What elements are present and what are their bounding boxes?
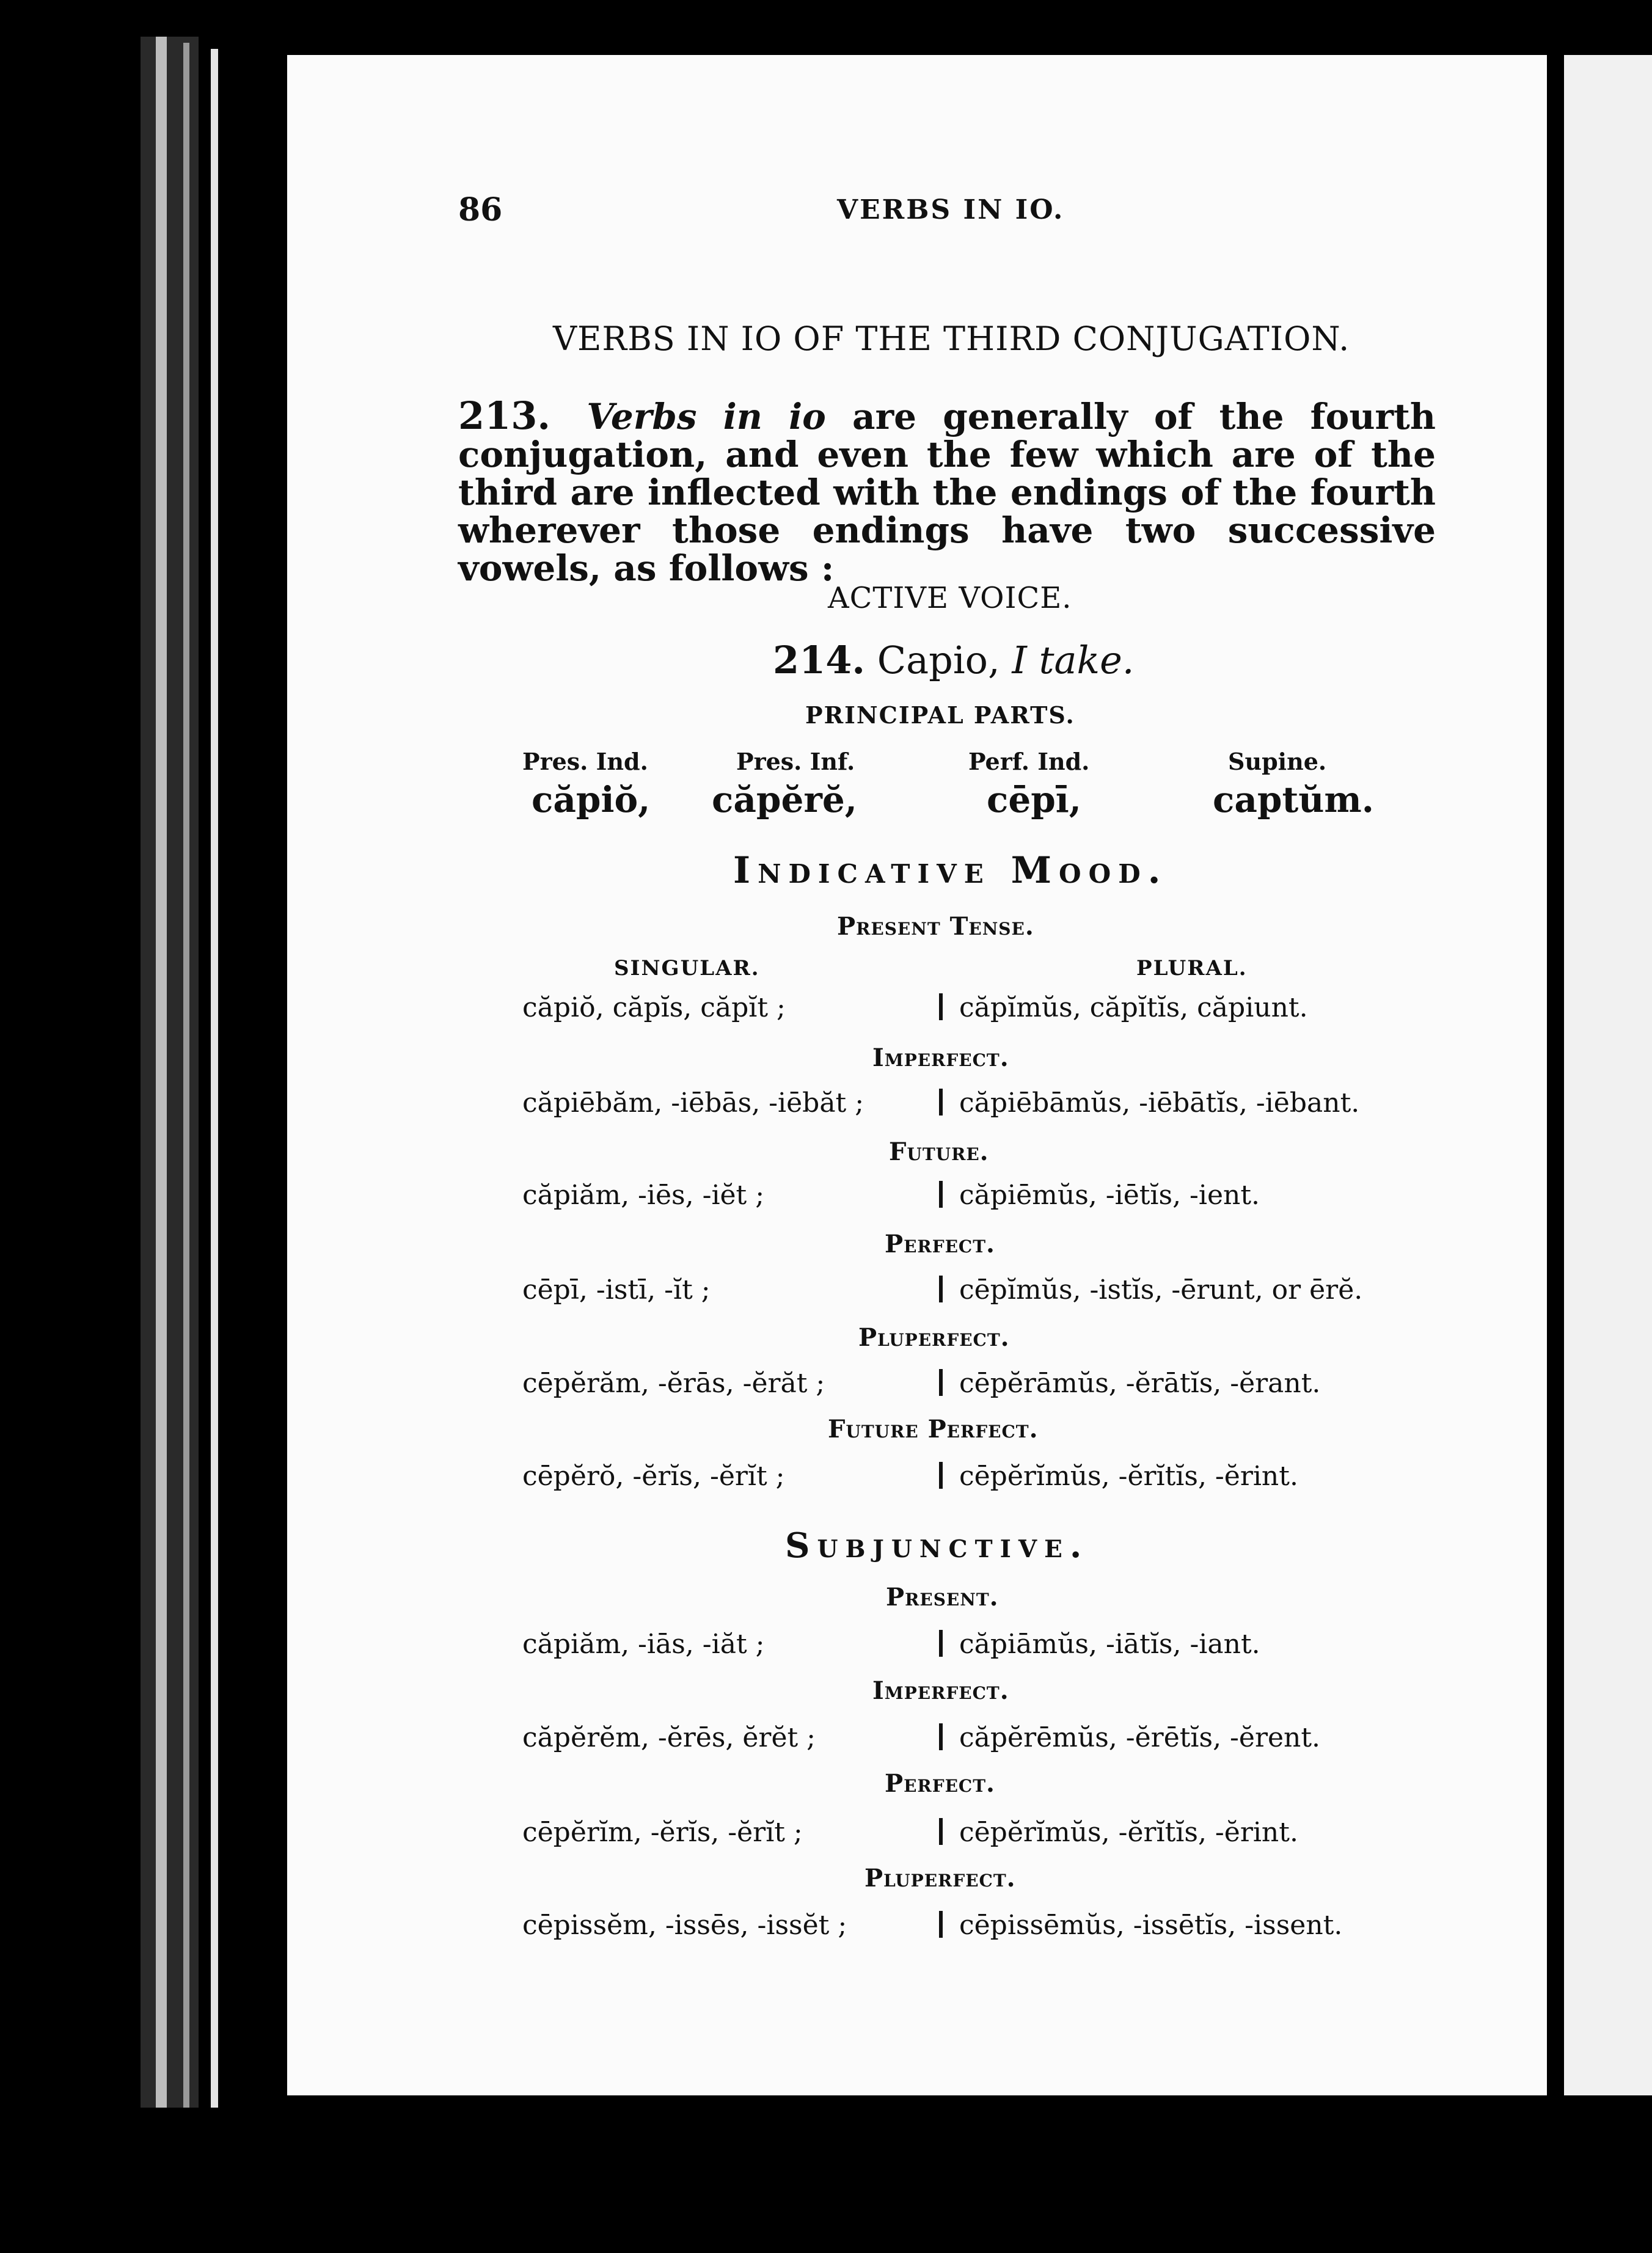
form-supine: captŭm.	[1213, 779, 1374, 820]
tense-heading: Pluperfect.	[864, 1864, 1016, 1893]
tense-heading: Perfect.	[885, 1230, 995, 1258]
singular-forms: căpiăm, -iās, -iăt ;	[522, 1629, 765, 1660]
plural-forms: cēpissēmŭs, -issētĭs, -issent.	[959, 1910, 1343, 1941]
page-edge	[183, 43, 189, 2108]
indicative-title: Indicative Mood.	[733, 849, 1168, 892]
column-divider	[939, 1181, 943, 1208]
form-perf-ind: cēpī,	[987, 779, 1081, 820]
paragraph-text: are generally of the fourth conjugation, and even the few which are of the third are inflected with the endings of the fourth wherever those endings have two successive vowels, as follows :	[458, 396, 1436, 589]
example-number: 214.	[773, 638, 866, 682]
form-pres-ind: căpiŏ,	[532, 779, 651, 820]
plural-forms: cēpĕrĭmŭs, -ĕrĭtĭs, -ĕrint.	[959, 1817, 1298, 1848]
singular-forms: căpiēbăm, -iēbās, -iēbăt ;	[522, 1087, 864, 1119]
tense-heading: Present Tense.	[837, 912, 1034, 941]
tense-heading: Perfect.	[885, 1769, 995, 1798]
plural-forms: cēpĕrāmŭs, -ĕrātĭs, -ĕrant.	[959, 1368, 1321, 1399]
page-edge	[156, 37, 167, 2108]
tense-heading: Imperfect.	[872, 1043, 1009, 1072]
paragraph-number: 213.	[458, 393, 551, 438]
singular-forms: cēpissĕm, -issēs, -issĕt ;	[522, 1910, 847, 1941]
running-title: VERBS IN IO.	[837, 194, 1065, 225]
singular-forms: căpĕrĕm, -ĕrēs, ĕrĕt ;	[522, 1722, 816, 1753]
column-divider	[939, 1723, 943, 1750]
tense-heading: Pluperfect.	[858, 1323, 1010, 1352]
subjunctive-title: Subjunctive.	[785, 1525, 1089, 1566]
plural-forms: căpiāmŭs, -iātĭs, -iant.	[959, 1629, 1260, 1660]
singular-forms: cēpĕrĭm, -ĕrĭs, -ĕrĭt ;	[522, 1817, 803, 1848]
column-divider	[939, 1462, 943, 1489]
label-perf-ind: Perf. Ind.	[968, 748, 1090, 775]
column-divider	[939, 1630, 943, 1657]
plural-forms: cēpĭmŭs, -istĭs, -ērunt, or ērĕ.	[959, 1274, 1363, 1305]
paragraph-lead: Verbs in io	[587, 396, 826, 437]
example-word: Capio,	[877, 638, 1000, 682]
plural-forms: căpĭmŭs, căpĭtĭs, căpiunt.	[959, 992, 1308, 1023]
singular-label: SINGULAR.	[614, 956, 760, 980]
principal-parts-title: PRINCIPAL PARTS.	[805, 701, 1075, 729]
plural-forms: căpiēbāmŭs, -iēbātĭs, -iēbant.	[959, 1087, 1360, 1119]
column-divider	[939, 1276, 943, 1302]
voice-title: ACTIVE VOICE.	[828, 581, 1072, 615]
page-edge	[211, 49, 218, 2108]
plural-forms: căpĕrēmŭs, -ĕrētĭs, -ĕrent.	[959, 1722, 1321, 1753]
form-pres-inf: căpĕrĕ,	[712, 779, 858, 820]
column-divider	[939, 993, 943, 1020]
example-heading	[773, 638, 1135, 682]
tense-heading: Future.	[889, 1137, 989, 1166]
section-title: VERBS IN IO OF THE THIRD CONJUGATION.	[553, 320, 1350, 358]
column-divider	[939, 1089, 943, 1116]
plural-forms: căpiēmŭs, -iētĭs, -ient.	[959, 1180, 1260, 1211]
page-number: 86	[458, 191, 503, 228]
column-divider	[939, 1818, 943, 1845]
tense-heading: Future Perfect.	[828, 1415, 1039, 1444]
tense-heading: Present.	[886, 1583, 999, 1612]
column-divider	[939, 1369, 943, 1396]
column-divider	[939, 1911, 943, 1938]
example-gloss: I take.	[1012, 638, 1135, 682]
singular-forms: cēpī, -istī, -ĭt ;	[522, 1274, 711, 1305]
adjacent-page-edge	[1564, 55, 1652, 2095]
book-spine	[141, 37, 199, 2108]
paragraph-213	[458, 393, 1436, 589]
label-pres-ind: Pres. Ind.	[522, 748, 648, 775]
singular-forms: cēpĕrăm, -ĕrās, -ĕrăt ;	[522, 1368, 825, 1399]
label-supine: Supine.	[1228, 748, 1327, 775]
singular-forms: cēpĕrŏ, -ĕrĭs, -ĕrĭt ;	[522, 1461, 785, 1492]
plural-label: PLURAL.	[1136, 956, 1248, 980]
plural-forms: cēpĕrĭmŭs, -ĕrĭtĭs, -ĕrint.	[959, 1461, 1298, 1492]
singular-forms: căpiŏ, căpĭs, căpĭt ;	[522, 992, 786, 1023]
singular-forms: căpiăm, -iēs, -iĕt ;	[522, 1180, 765, 1211]
label-pres-inf: Pres. Inf.	[736, 748, 855, 775]
tense-heading: Imperfect.	[872, 1676, 1009, 1705]
